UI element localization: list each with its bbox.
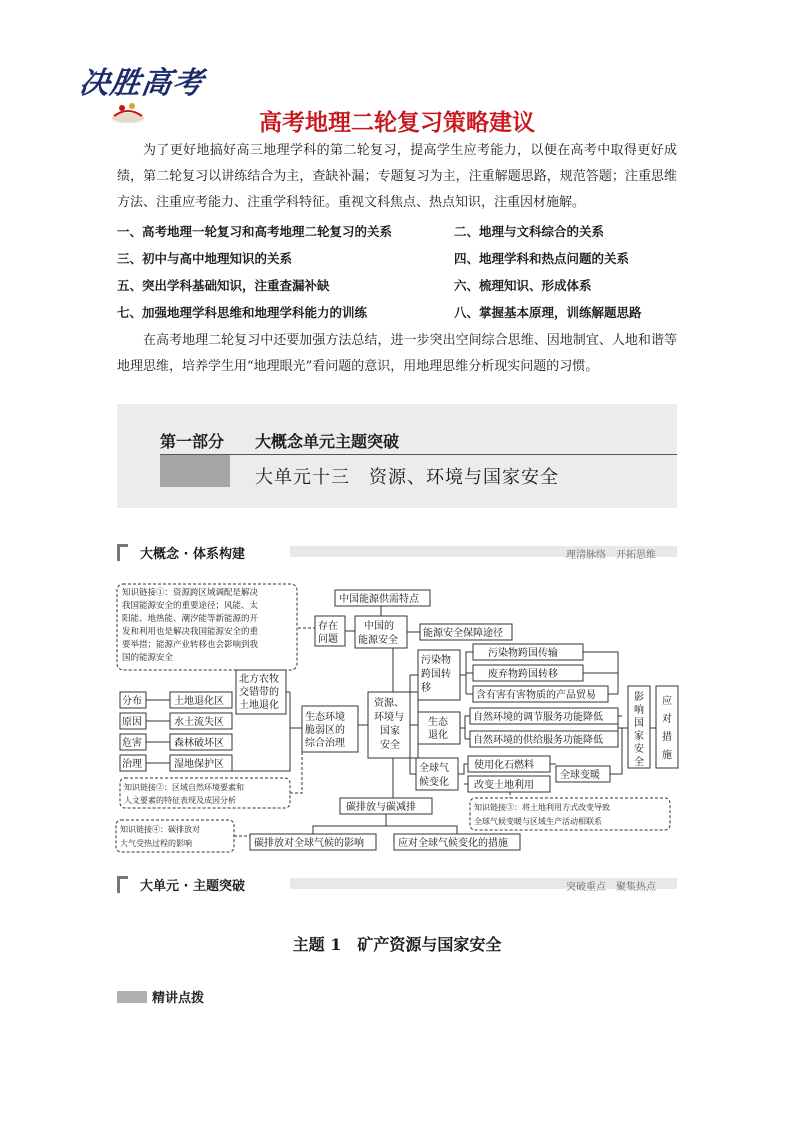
- north-label: 交错带的: [239, 687, 279, 698]
- banner-block: [160, 455, 230, 487]
- list-item: 七、加强地理学科思维和地理学科能力的训练: [117, 305, 368, 320]
- list-row: [117, 245, 677, 272]
- note1-line: 知识链接①：资源跨区域调配是解决: [122, 588, 259, 598]
- list-item: 八、掌握基本原理，训练解题思路: [454, 305, 642, 320]
- pollution-item: 废弃物跨国转移: [488, 669, 558, 680]
- north-label: 土地退化: [239, 700, 279, 711]
- left-label: 危害: [122, 738, 142, 749]
- eco-deg-label: 退化: [428, 730, 448, 741]
- page-title: 高考地理二轮复习策略建议: [259, 110, 535, 136]
- section-mark: [117, 544, 128, 561]
- logo-text: 决胜高考: [77, 66, 206, 101]
- note2-line: 人文要素的特征表现及成因分析: [124, 796, 236, 805]
- climate-label: 全球气: [419, 763, 449, 774]
- left-label: 治理: [122, 759, 142, 770]
- climate-item: 使用化石燃料: [474, 760, 534, 771]
- impact-label: 国: [634, 718, 644, 729]
- section1-subtitle: 理清脉络 开拓思维: [566, 550, 656, 561]
- concept-map: [110, 578, 690, 858]
- issue-label: 水土流失区: [174, 717, 224, 728]
- note3-line: 全球气候变暖与区域生产活动相联系: [474, 817, 602, 826]
- center-label: 资源、: [374, 698, 404, 709]
- pollution-item: 含有害有害物质的产品贸易: [476, 690, 596, 701]
- unit-title: 大单元十三 资源、环境与国家安全: [255, 467, 559, 488]
- summary-paragraph: 在高考地理二轮复习中还要加强方法总结，进一步突出空间综合思维、因地制宜、人地和谐等地理思维，培养学生用“地理眼光”看问题的意识，用地理思维分析现实问题的习惯。: [117, 333, 677, 374]
- measure-label: 应: [662, 696, 672, 707]
- note1-line: 要举措；能源产业转移也会影响到我: [122, 640, 259, 650]
- carbon-item: 碳排放对全球气候的影响: [254, 838, 364, 849]
- exist-label: 存在: [318, 621, 338, 632]
- list-item: 五、突出学科基础知识，注重查漏补缺: [117, 278, 330, 293]
- list-item: 六、梳理知识、形成体系: [454, 278, 592, 293]
- section2-title: 大单元 · 主题突破: [140, 879, 245, 894]
- measure-label: 措: [662, 732, 672, 743]
- carbon-label: 碳排放与碳减排: [346, 802, 416, 813]
- issue-label: 土地退化区: [174, 696, 224, 707]
- guarantee-label: 能源安全保障途径: [423, 628, 503, 639]
- note1-line: 国的能源安全: [122, 653, 174, 663]
- pollution-item: 污染物跨国传输: [488, 648, 558, 659]
- eco-item: 自然环境的供给服务功能降低: [473, 735, 603, 746]
- eco-fragile-label: 综合治理: [305, 738, 345, 749]
- section2-subtitle: 突破重点 聚集热点: [566, 882, 656, 893]
- subsection-title: 精讲点拨: [152, 991, 205, 1006]
- strategy-list: [117, 218, 677, 326]
- intro-paragraph: 为了更好地搞好高三地理学科的第二轮复习，提高学生应考能力，以便在高考中取得更好成绩，第二轮复习以讲练结合为主，查缺补漏；专题复习为主，注重解题思路，规范答题；注重思维方法、注重应考能力、注重学科特征。重视文科焦点、热点知识，注重因材施解。: [117, 143, 677, 210]
- impact-label: 影: [634, 692, 644, 703]
- left-label: 原因: [122, 717, 142, 728]
- part-title: 大概念单元主题突破: [255, 432, 400, 451]
- north-label: 北方农牧: [239, 674, 279, 685]
- banner-divider: [160, 454, 677, 455]
- section1-title: 大概念 · 体系构建: [140, 547, 245, 562]
- list-row: [117, 218, 677, 245]
- climate-label: 候变化: [419, 777, 449, 788]
- issue-label: 湿地保护区: [174, 759, 224, 770]
- impact-label: 家: [634, 731, 644, 742]
- note2-line: 知识链接②：区域自然环境要素和: [124, 783, 244, 792]
- supply-label: 中国能源供需特点: [339, 594, 419, 605]
- topic-title: 主题 1 矿产资源与国家安全: [292, 935, 502, 954]
- measure-label: 对: [662, 714, 672, 725]
- pollution-label: 跨国转: [421, 669, 451, 680]
- eco-item: 自然环境的调节服务功能降低: [473, 712, 603, 723]
- eco-fragile-label: 生态环境: [305, 712, 345, 723]
- eco-fragile-label: 脆弱区的: [305, 725, 345, 736]
- note4-line: 大气受热过程的影响: [120, 839, 192, 848]
- center-label: 安全: [380, 740, 400, 751]
- center-label: 环境与: [374, 712, 404, 723]
- list-item: 一、高考地理一轮复习和高考地理二轮复习的关系: [117, 224, 393, 239]
- note1-line: 阳能、地热能、潮汐能等新能源的开: [122, 614, 259, 624]
- pollution-label: 污染物: [421, 655, 451, 666]
- note4-line: 知识链接④：碳排放对: [120, 825, 200, 834]
- energy-label: 能源安全: [358, 635, 398, 646]
- exist-label: 问题: [318, 634, 338, 645]
- subsection-mark: [117, 991, 147, 1003]
- energy-label: 中国的: [364, 621, 394, 632]
- note1-line: 我国能源安全的重要途径；风能、太: [122, 601, 259, 611]
- list-item: 二、地理与文科综合的关系: [454, 224, 605, 239]
- impact-label: 全: [634, 757, 644, 768]
- eco-deg-label: 生态: [428, 717, 448, 728]
- pollution-label: 移: [421, 683, 431, 694]
- measure-label: 施: [662, 750, 672, 761]
- list-row: [117, 272, 677, 299]
- climate-item: 改变土地利用: [474, 780, 534, 791]
- left-label: 分布: [122, 696, 142, 707]
- note1-line: 发和利用也是解决我国能源安全的重: [122, 627, 259, 637]
- note3-line: 知识链接③：将土地利用方式改变导致: [474, 803, 610, 812]
- issue-label: 森林破坏区: [174, 738, 224, 749]
- section-mark: [117, 876, 128, 893]
- center-label: 国家: [380, 726, 400, 737]
- list-row: [117, 299, 677, 326]
- carbon-item: 应对全球气候变化的措施: [398, 838, 508, 849]
- warming-label: 全球变暖: [560, 770, 600, 781]
- list-item: 三、初中与高中地理知识的关系: [117, 251, 293, 266]
- impact-label: 安: [634, 744, 644, 755]
- list-item: 四、地理学科和热点问题的关系: [454, 251, 630, 266]
- part-label: 第一部分: [160, 432, 225, 451]
- impact-label: 响: [634, 705, 644, 716]
